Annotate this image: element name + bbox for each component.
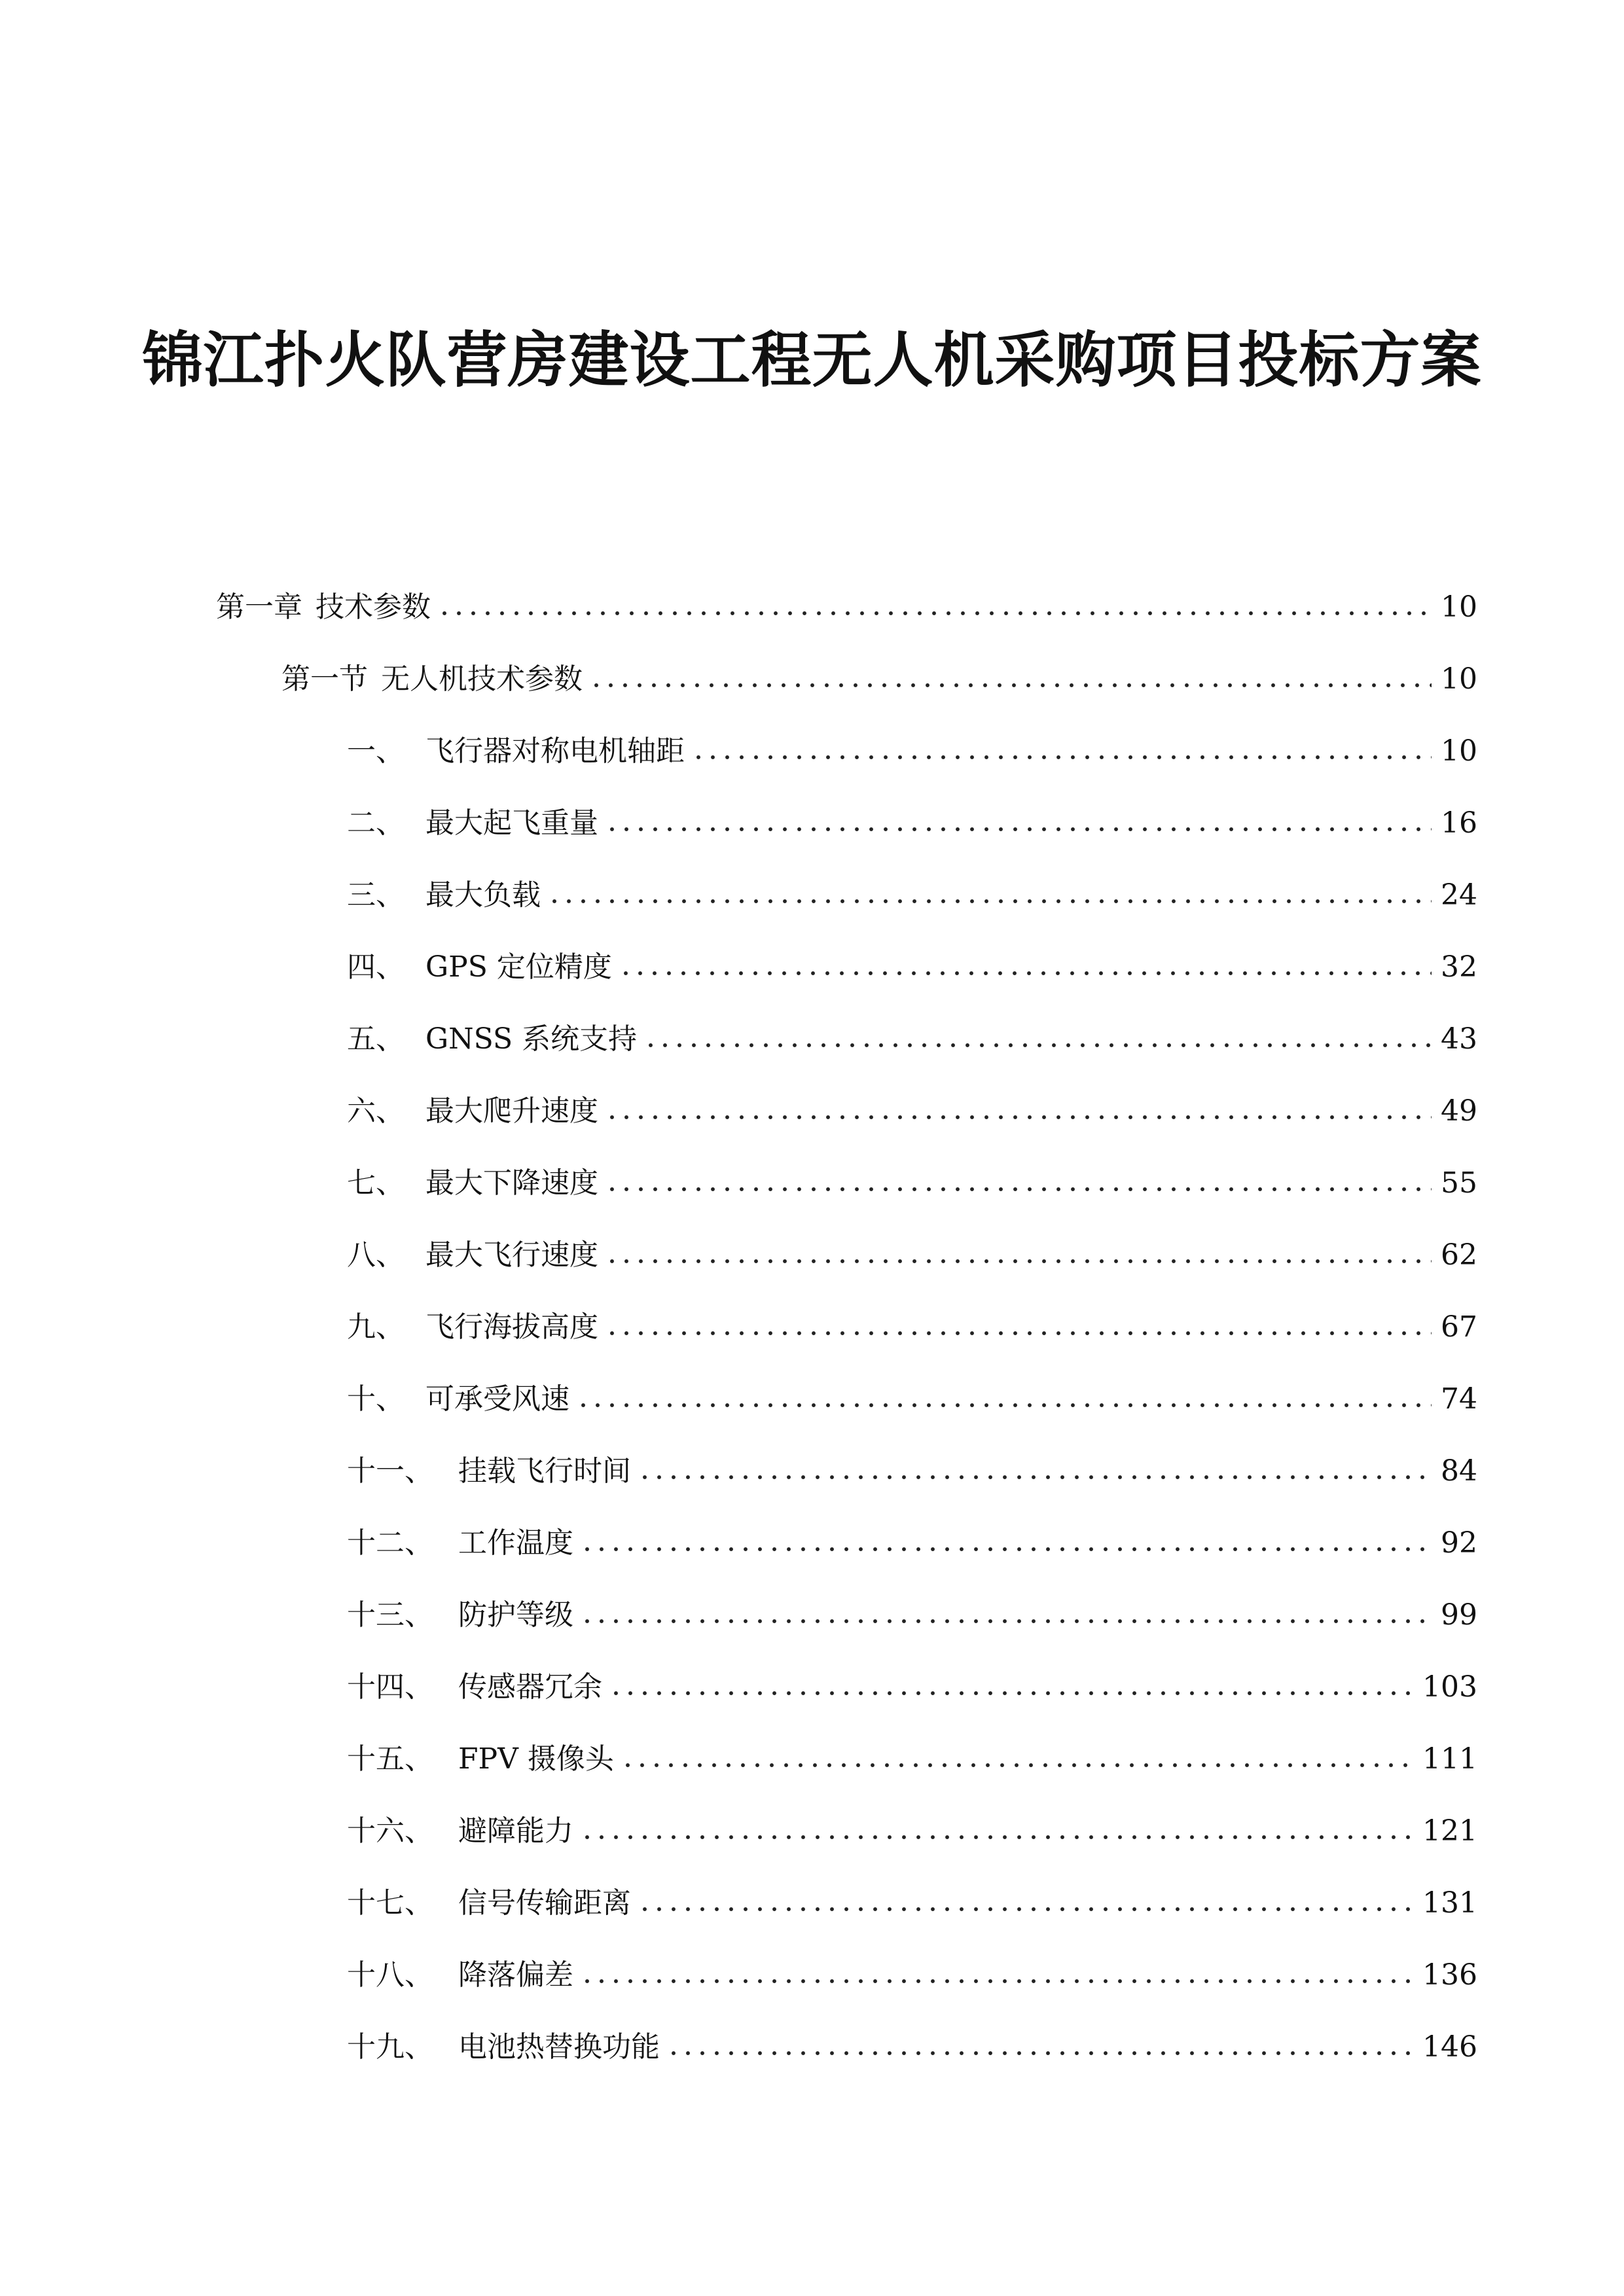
- toc-entry-item[interactable]: [347, 1812, 1477, 1851]
- toc-entry-label: 最大飞行速度: [425, 1238, 598, 1272]
- toc-entry-number: 二、: [347, 806, 405, 840]
- document-title: 锦江扑火队营房建设工程无人机采购项目投标方案: [142, 325, 1482, 395]
- toc-entry-page: 32: [1441, 950, 1477, 984]
- toc-entry-label: 最大负载: [425, 878, 541, 912]
- toc-entry-number: 八、: [347, 1238, 405, 1272]
- toc-entry-label: 最大下降速度: [425, 1166, 598, 1200]
- toc-entry-number: 七、: [347, 1166, 405, 1200]
- dot-leader: [580, 1617, 1432, 1626]
- toc-entry-page: 16: [1441, 806, 1477, 840]
- dot-leader: [605, 1113, 1432, 1122]
- toc-entry-item[interactable]: [347, 804, 1477, 843]
- toc-entry-number: 十六、: [347, 1814, 433, 1848]
- toc-entry-page: 67: [1441, 1310, 1477, 1344]
- dot-leader: [605, 1257, 1432, 1266]
- toc-entry-number: 十、: [347, 1382, 405, 1416]
- toc-entry-label: GNSS 系统支持: [425, 1022, 638, 1056]
- toc-entry-chapter-1[interactable]: [216, 588, 1477, 627]
- toc-entry-item[interactable]: [347, 1308, 1477, 1347]
- toc-entry-page: 43: [1441, 1022, 1477, 1056]
- dot-leader: [437, 609, 1432, 618]
- toc-entry-page: 62: [1441, 1238, 1477, 1272]
- toc-entry-item[interactable]: [347, 1452, 1477, 1491]
- toc-entry-number: 十七、: [347, 1886, 433, 1920]
- toc-entry-page: 103: [1422, 1670, 1477, 1704]
- toc-entry-label: 电池热替换功能: [458, 2030, 660, 2064]
- toc-entry-number: 第一节: [281, 662, 368, 696]
- toc-entry-item[interactable]: [347, 1524, 1477, 1563]
- toc-entry-page: 10: [1441, 590, 1477, 624]
- toc-entry-item[interactable]: [347, 2028, 1477, 2067]
- toc-entry-item[interactable]: [347, 1236, 1477, 1275]
- dot-leader: [609, 1689, 1416, 1698]
- toc-entry-label: 技术参数: [316, 590, 431, 624]
- toc-entry-page: 111: [1422, 1742, 1477, 1776]
- toc-entry-number: 四、: [347, 950, 405, 984]
- dot-leader: [605, 1329, 1432, 1338]
- toc-entry-item[interactable]: [347, 876, 1477, 915]
- toc-entry-label: FPV 摄像头: [458, 1742, 614, 1776]
- dot-leader: [619, 969, 1432, 978]
- toc-entry-number: 五、: [347, 1022, 405, 1056]
- toc-entry-item[interactable]: [347, 1740, 1477, 1779]
- toc-entry-page: 10: [1441, 734, 1477, 768]
- toc-entry-label: 信号传输距离: [458, 1886, 631, 1920]
- dot-leader: [547, 897, 1432, 906]
- toc-entry-label: 工作温度: [458, 1526, 573, 1560]
- toc-entry-page: 74: [1441, 1382, 1477, 1416]
- toc-entry-section-1[interactable]: [281, 660, 1477, 699]
- dot-leader: [666, 2049, 1416, 2058]
- toc-entry-page: 24: [1441, 878, 1477, 912]
- toc-entry-number: 六、: [347, 1094, 405, 1128]
- toc-entry-label: 挂载飞行时间: [458, 1454, 631, 1488]
- toc-entry-item[interactable]: [347, 948, 1477, 987]
- toc-entry-page: 121: [1422, 1814, 1477, 1848]
- dot-leader: [643, 1041, 1432, 1050]
- toc-entry-number: 九、: [347, 1310, 405, 1344]
- dot-leader: [691, 753, 1432, 762]
- toc-entry-item[interactable]: [347, 1020, 1477, 1059]
- toc-entry-number: 一、: [347, 734, 405, 768]
- toc-entry-label: 传感器冗余: [458, 1670, 602, 1704]
- dot-leader: [638, 1473, 1432, 1482]
- toc-entry-label: 防护等级: [458, 1598, 573, 1632]
- dot-leader: [605, 825, 1432, 834]
- toc-entry-label: 避障能力: [458, 1814, 573, 1848]
- toc-entry-number: 三、: [347, 878, 405, 912]
- toc-entry-item[interactable]: [347, 1956, 1477, 1995]
- dot-leader: [589, 681, 1432, 690]
- toc-entry-number: 十一、: [347, 1454, 433, 1488]
- dot-leader: [605, 1185, 1432, 1194]
- toc-entry-item[interactable]: [347, 1668, 1477, 1707]
- toc-entry-item[interactable]: [347, 1092, 1477, 1131]
- toc-entry-page: 55: [1441, 1166, 1477, 1200]
- toc-entry-page: 49: [1441, 1094, 1477, 1128]
- toc-entry-label: 最大爬升速度: [425, 1094, 598, 1128]
- toc-entry-item[interactable]: [347, 1164, 1477, 1203]
- toc-entry-item[interactable]: [347, 1380, 1477, 1419]
- toc-entry-item[interactable]: [347, 1884, 1477, 1923]
- toc-entry-label: 飞行器对称电机轴距: [425, 734, 685, 768]
- toc-entry-number: 十三、: [347, 1598, 433, 1632]
- toc-entry-page: 136: [1422, 1958, 1477, 1992]
- toc-entry-label: 可承受风速: [425, 1382, 569, 1416]
- toc-entry-number: 十九、: [347, 2030, 433, 2064]
- dot-leader: [621, 1761, 1416, 1770]
- toc-entry-page: 146: [1422, 2030, 1477, 2064]
- dot-leader: [638, 1905, 1416, 1914]
- toc-entry-number: 十八、: [347, 1958, 433, 1992]
- toc-entry-number: 十四、: [347, 1670, 433, 1704]
- dot-leader: [580, 1977, 1416, 1986]
- toc-entry-number: 十五、: [347, 1742, 433, 1776]
- toc-entry-page: 10: [1441, 662, 1477, 696]
- toc-entry-label: GPS 定位精度: [425, 950, 612, 984]
- toc-entry-page: 84: [1441, 1454, 1477, 1488]
- toc-entry-page: 131: [1422, 1886, 1477, 1920]
- toc-entry-number: 第一章: [216, 590, 302, 624]
- dot-leader: [576, 1401, 1432, 1410]
- toc-entry-page: 99: [1441, 1598, 1477, 1632]
- toc-entry-item[interactable]: [347, 732, 1477, 771]
- toc-entry-number: 十二、: [347, 1526, 433, 1560]
- dot-leader: [580, 1833, 1416, 1842]
- toc-entry-item[interactable]: [347, 1596, 1477, 1635]
- toc-entry-label: 无人机技术参数: [381, 662, 583, 696]
- toc-entry-label: 最大起飞重量: [425, 806, 598, 840]
- toc-entry-label: 飞行海拔高度: [425, 1310, 598, 1344]
- toc-entry-label: 降落偏差: [458, 1958, 573, 1992]
- toc-entry-page: 92: [1441, 1526, 1477, 1560]
- dot-leader: [580, 1545, 1432, 1554]
